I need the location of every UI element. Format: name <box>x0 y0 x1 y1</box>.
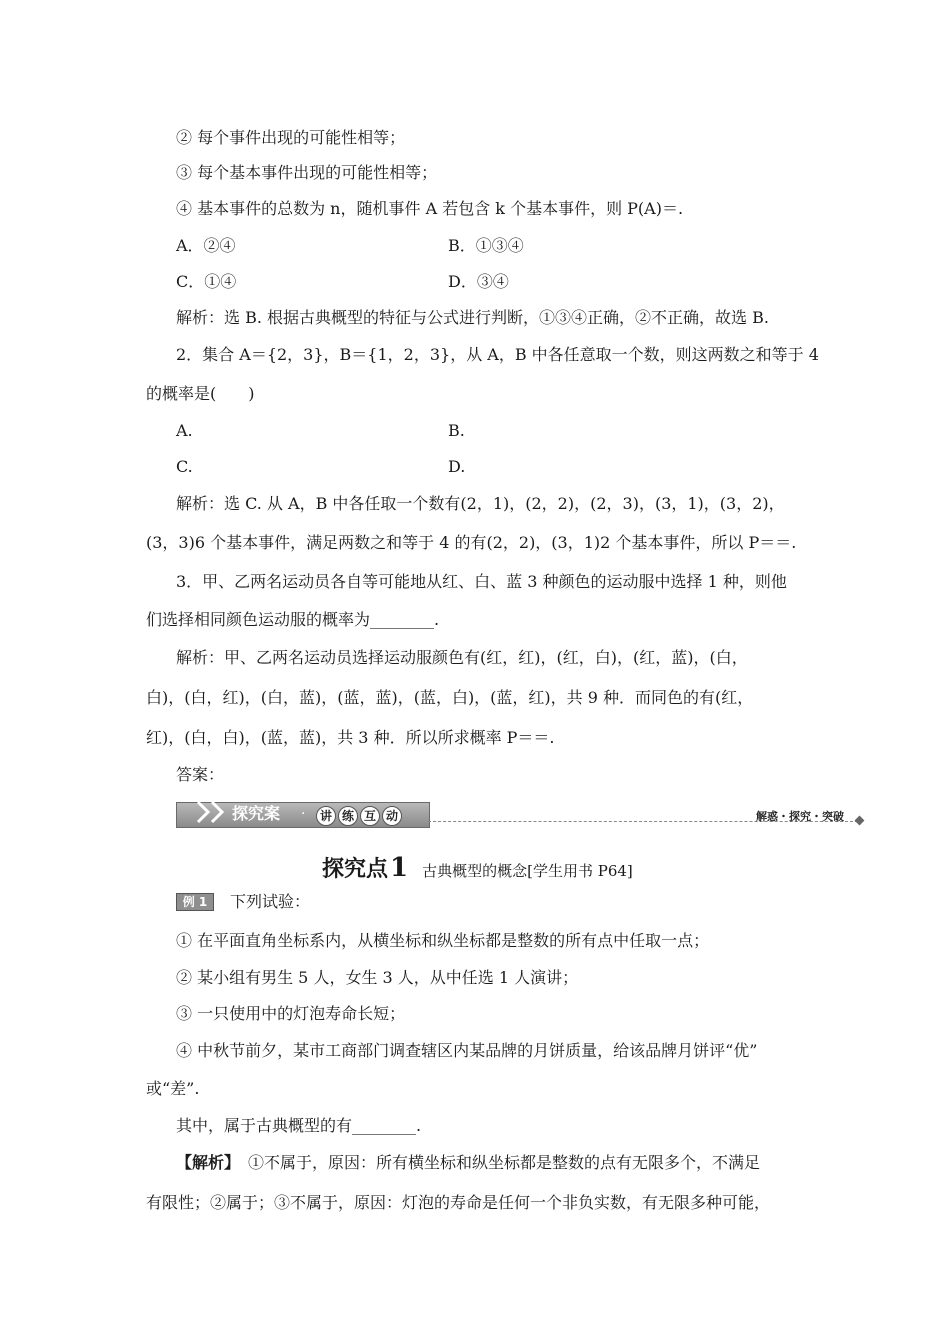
q1-option-a: A．②④ <box>176 236 236 255</box>
q1-option-c: C．①④ <box>176 272 237 291</box>
example-solution-line2: 有限性；②属于；③不属于，原因：灯泡的寿命是任何一个非负实数，有无限多种可能， <box>146 1193 771 1212</box>
q3-solution-line3: 红)，(白，白)，(蓝，蓝)，共 3 种．所以所求概率 P＝＝. <box>146 728 555 747</box>
banner-separator: · <box>301 806 306 822</box>
example-prompt: 下列试验： <box>230 892 311 911</box>
banner-sub-char: 互 <box>360 806 380 826</box>
q2-stem-line2: 的概率是( ) <box>146 384 255 403</box>
statement-3: ③ 每个基本事件出现的可能性相等； <box>176 163 438 182</box>
banner-right-label: 解惑・探究・突破 <box>756 810 844 823</box>
knowledge-point-title: 探究点 <box>322 857 389 882</box>
q2-option-d: D. <box>448 457 466 476</box>
q3-stem-line1: 3．甲、乙两名运动员各自等可能地从红、白、蓝 3 种颜色的运动服中选择 1 种，则他 <box>176 572 787 591</box>
statement-4: ④ 基本事件的总数为 n，随机事件 A 若包含 k 个基本事件，则 P(A)＝. <box>176 199 684 218</box>
banner-sub-char: 练 <box>338 806 358 826</box>
q3-stem-line2: 们选择相同颜色运动服的概率为________. <box>146 610 440 629</box>
example-item-2: ② 某小组有男生 5 人，女生 3 人，从中任选 1 人演讲； <box>176 968 579 987</box>
diamond-icon <box>855 816 865 826</box>
section-banner <box>176 800 866 830</box>
q1-solution: 解析：选 B. 根据古典概型的特征与公式进行判断，①③④正确，②不正确，故选 B. <box>176 308 769 327</box>
q3-answer-label: 答案： <box>176 765 225 784</box>
q1-option-d: D．③④ <box>448 272 509 291</box>
knowledge-point-number: 1 <box>390 853 409 883</box>
q2-option-c: C. <box>176 457 193 476</box>
banner-sub-char: 讲 <box>316 806 336 826</box>
q2-solution-line2: (3，3)6 个基本事件，满足两数之和等于 4 的有(2，2)，(3，1)2 个基本事件，所以 P＝＝. <box>146 533 797 552</box>
q2-option-b: B. <box>448 421 465 440</box>
banner-title: 探究案 <box>232 804 281 823</box>
banner-subtitle <box>316 805 404 825</box>
q3-solution-line2: 白)，(白，红)，(白，蓝)，(蓝，蓝)，(蓝，白)，(蓝，红)，共 9 种．而同色的有(红， <box>146 688 754 707</box>
knowledge-point-subtitle: 古典概型的概念[学生用书 P64] <box>422 862 633 880</box>
q3-solution-line1: 解析：甲、乙两名运动员选择运动服颜色有(红，红)，(红，白)，(红，蓝)，(白， <box>176 648 748 667</box>
statement-2: ② 每个事件出现的可能性相等； <box>176 128 406 147</box>
example-item-4-line1: ④ 中秋节前夕，某市工商部门调查辖区内某品牌的月饼质量，给该品牌月饼评“优” <box>176 1041 758 1060</box>
q2-solution-line1: 解析：选 C. 从 A，B 中各任取一个数有(2，1)，(2，2)，(2，3)，(3，1)，(3，2)， <box>176 494 785 513</box>
chevron-right-icon <box>210 800 224 824</box>
example-solution-line1 <box>176 1153 846 1173</box>
example-item-1: ① 在平面直角坐标系内，从横坐标和纵坐标都是整数的所有点中任取一点； <box>176 931 710 950</box>
example-question: 其中，属于古典概型的有________. <box>176 1116 422 1135</box>
solution-text: ①不属于，原因：所有横坐标和纵坐标都是整数的点有无限多个，不满足 <box>232 1153 761 1172</box>
banner-sub-char: 动 <box>382 806 402 826</box>
q2-stem-line1: 2．集合 A＝{2，3}，B＝{1，2，3}，从 A，B 中各任意取一个数，则这两数之和等于 4 <box>176 345 819 364</box>
example-item-4-line2: 或“差”. <box>146 1079 200 1098</box>
example-item-3: ③ 一只使用中的灯泡寿命长短； <box>176 1004 406 1023</box>
solution-label: 【解析】 <box>176 1153 233 1172</box>
knowledge-point-heading <box>322 852 633 883</box>
q1-option-b: B．①③④ <box>448 236 524 255</box>
example-badge: 例 1 <box>176 893 214 911</box>
chevron-right-icon <box>196 800 210 824</box>
q2-option-a: A. <box>176 421 193 440</box>
